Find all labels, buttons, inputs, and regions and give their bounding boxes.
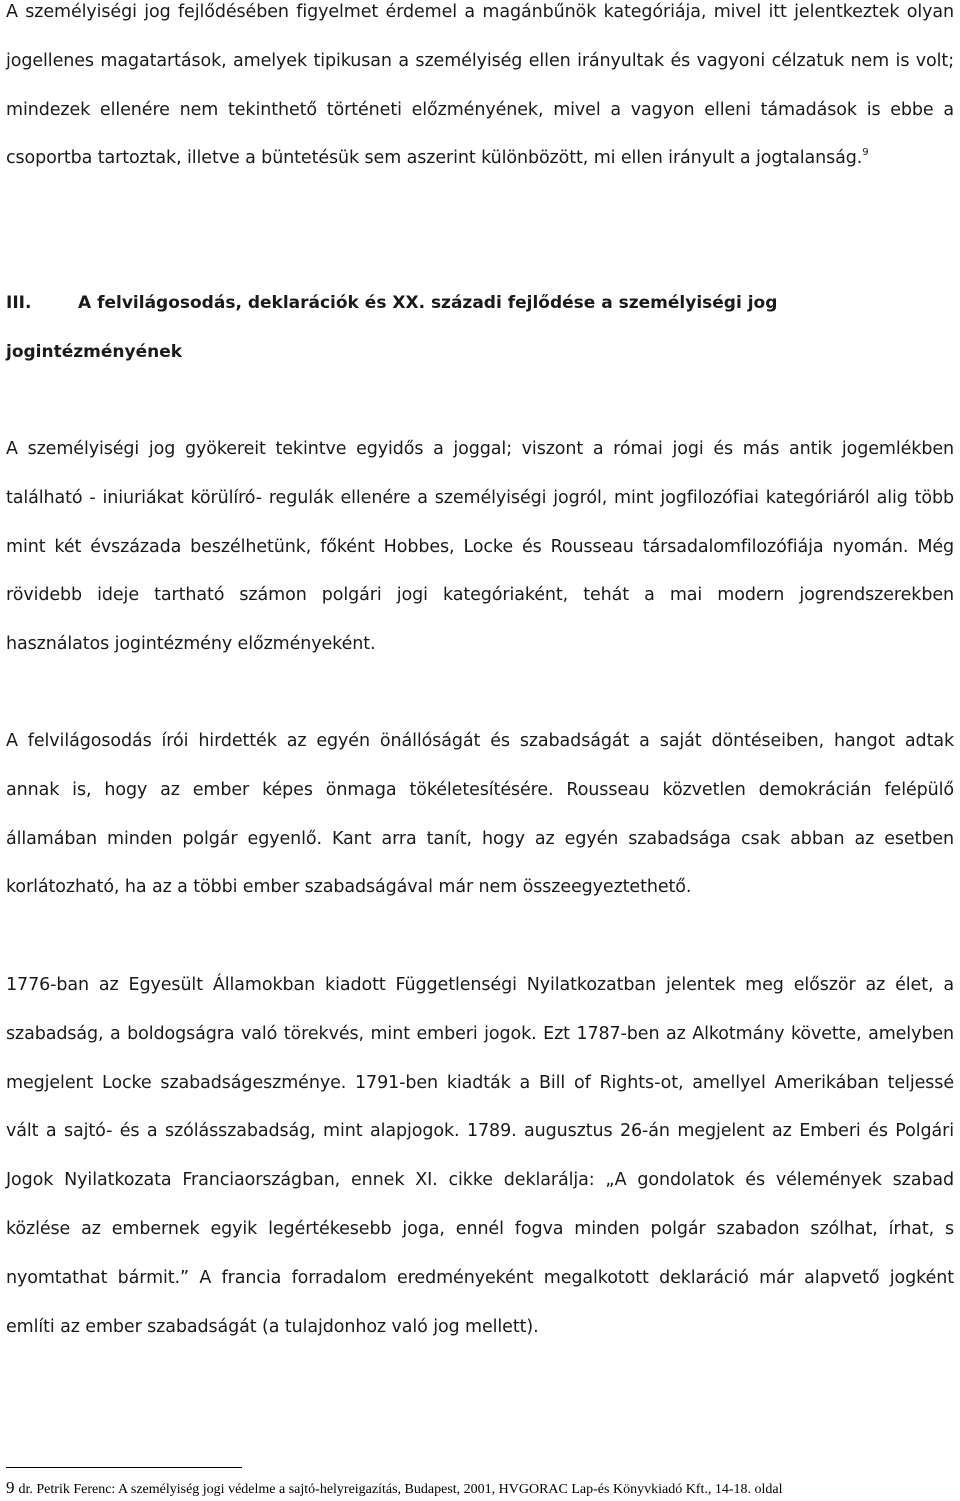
- paragraph-text: A személyiségi jog fejlődésében figyelmet érdemel a magánbűnök kategóriája, mivel itt jelentkeztek olyan jogellenes magatartások, amelyek tipikusan a személyiség ellen irányultak és vagyoni célzatuk nem is volt; mindezek ellenére nem tekinthető történeti előzményének, mivel a vagyon elleni támadások is ebbe a csoportba tartoztak, illetve a büntetésük sem aszerint különbözött, mi ellen irányult a jogtalanság.: [6, 2, 954, 169]
- footnote-number: 9: [6, 1478, 15, 1497]
- footnote: [6, 1478, 783, 1498]
- paragraph-deklarációk: 1776-ban az Egyesült Államokban kiadott Függetlenségi Nyilatkozatban jelentek meg először az élet, a szabadság, a boldogságra való törekvés, mint emberi jogok. Ezt 1787-ben az Alkotmány követte, amelyben megjelent Locke szabadságeszménye. 1791-ben kiadták a Bill of Rights-ot, amellyel Amerikában teljessé vált a sajtó- és a szólásszabadság, mint alapjogok. 1789. augusztus 26-án megjelent az Emberi és Polgári Jogok Nyilatkozata Franciaországban, ennek XI. cikke deklarálja: „A gondolatok és vélemények szabad közlése az embernek egyik legértékesebb joga, ennél fogva minden polgár szabadon szólhat, írhat, s nyomtathat bármit.” A francia forradalom eredményeként megalkotott deklaráció már alapvető jogként említi az ember szabadságát (a tulajdonhoz való jog mellett).: [6, 975, 954, 1337]
- section-number: III.: [6, 293, 32, 313]
- footnote-text: dr. Petrik Ferenc: A személyiség jogi védelme a sajtó-helyreigazítás, Budapest, 2001, HVGORAC Lap-és Könyvkiadó Kft., 14-18. oldal: [18, 1482, 783, 1497]
- footnote-divider: [6, 1467, 242, 1468]
- section-title-line2: jogintézményének: [6, 341, 183, 362]
- paragraph-gyökerek: A személyiségi jog gyökereit tekintve egyidős a joggal; viszont a római jogi és más antik jogemlékben található - iniuriákat körülíró- regulák ellenére a személyiségi jogról, mint jogfilozófiai kategóriáról alig több mint két évszázada beszélhetünk, főként Hobbes, Locke és Rousseau társadalomfilozófiája nyomán. Még rövidebb ideje tartható számon polgári jogi kategóriaként, tehát a mai modern jogrendszerekben használatos jogintézmény előzményeként.: [6, 439, 954, 655]
- paragraph-felvilágosodás: A felvilágosodás írói hirdették az egyén önállóságát és szabadságát a saját döntéseiben, hangot adtak annak is, hogy az ember képes önmaga tökéletesítésére. Rousseau közvetlen demokrácián felépülő államában minden polgár egyenlő. Kant arra tanít, hogy az egyén szabadsága csak abban az esetben korlátozható, ha az a többi ember szabadságával már nem összeegyeztethető.: [6, 731, 954, 898]
- footnote-reference[interactable]: 9: [862, 147, 869, 159]
- section-heading: [6, 279, 954, 377]
- section-title-line1: A felvilágosodás, deklarációk és XX. századi fejlődése a személyiségi jog: [78, 293, 778, 313]
- paragraph-magánbűnök: [6, 0, 954, 183]
